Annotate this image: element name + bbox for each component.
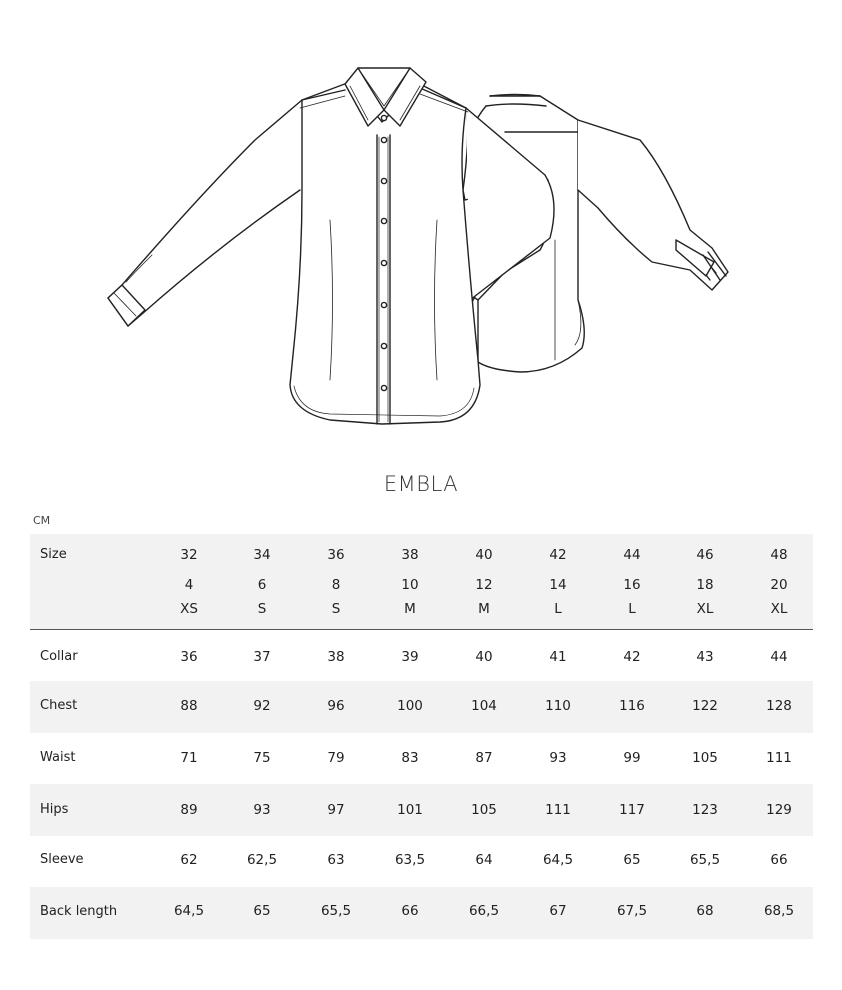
table-cell: 83 xyxy=(401,750,419,766)
table-cell: 65 xyxy=(623,852,641,868)
table-cell: 71 xyxy=(180,750,198,766)
row-label: Sleeve xyxy=(40,852,84,867)
table-cell: 62 xyxy=(180,852,198,868)
size-uk-cell: 10 xyxy=(401,577,419,593)
size-letter-cell: XL xyxy=(696,601,714,617)
table-cell: 100 xyxy=(397,698,423,714)
table-cell: 67,5 xyxy=(616,903,648,919)
table-cell: 104 xyxy=(471,698,497,714)
table-cell: 75 xyxy=(253,750,271,766)
table-cell: 66 xyxy=(770,852,788,868)
size-uk-cell: 18 xyxy=(696,577,714,593)
table-row-collar xyxy=(30,630,813,681)
table-cell: 63,5 xyxy=(394,852,426,868)
size-uk-cell: 8 xyxy=(331,577,341,593)
size-letter-cell: S xyxy=(257,601,267,617)
size-uk-cell: 4 xyxy=(184,577,194,593)
table-row-chest xyxy=(30,681,813,733)
table-row-waist xyxy=(30,733,813,784)
size-uk-cell: 14 xyxy=(549,577,567,593)
table-cell: 66 xyxy=(401,903,419,919)
table-cell: 96 xyxy=(327,698,345,714)
table-cell: 116 xyxy=(619,698,645,714)
size-uk-cell: 16 xyxy=(623,577,641,593)
size-eu-cell: 42 xyxy=(549,547,567,563)
table-cell: 111 xyxy=(766,750,792,766)
table-cell: 87 xyxy=(475,750,493,766)
table-cell: 64,5 xyxy=(173,903,205,919)
table-cell: 89 xyxy=(180,802,198,818)
table-cell: 92 xyxy=(253,698,271,714)
size-eu-cell: 32 xyxy=(180,547,198,563)
table-cell: 110 xyxy=(545,698,571,714)
product-title: EMBLA xyxy=(383,472,459,496)
size-header-label: Size xyxy=(40,547,67,562)
row-label: Hips xyxy=(40,802,69,817)
table-cell: 64 xyxy=(475,852,493,868)
table-cell: 111 xyxy=(545,802,571,818)
row-label: Chest xyxy=(40,698,78,713)
table-cell: 41 xyxy=(549,649,567,665)
size-chart-table xyxy=(30,534,813,939)
size-eu-cell: 34 xyxy=(253,547,271,563)
size-eu-cell: 46 xyxy=(696,547,714,563)
table-cell: 40 xyxy=(475,649,493,665)
table-cell: 36 xyxy=(180,649,198,665)
table-cell: 64,5 xyxy=(542,852,574,868)
size-eu-cell: 36 xyxy=(327,547,345,563)
table-cell: 39 xyxy=(401,649,419,665)
size-eu-cell: 38 xyxy=(401,547,419,563)
table-row-sleeve xyxy=(30,836,813,887)
row-label: Back length xyxy=(40,904,118,919)
size-letter-cell: S xyxy=(331,601,341,617)
table-cell: 99 xyxy=(623,750,641,766)
table-cell: 68,5 xyxy=(763,903,795,919)
shirt-illustration xyxy=(0,0,842,450)
size-header-row xyxy=(30,534,813,629)
size-eu-cell: 48 xyxy=(770,547,788,563)
size-letter-cell: XS xyxy=(180,601,198,617)
size-eu-cell: 40 xyxy=(475,547,493,563)
table-cell: 88 xyxy=(180,698,198,714)
table-cell: 68 xyxy=(696,903,714,919)
size-letter-cell: M xyxy=(404,601,416,617)
size-letter-cell: XL xyxy=(770,601,788,617)
size-uk-cell: 12 xyxy=(475,577,493,593)
table-cell: 65,5 xyxy=(320,903,352,919)
table-cell: 79 xyxy=(327,750,345,766)
table-cell: 37 xyxy=(253,649,271,665)
table-cell: 105 xyxy=(471,802,497,818)
table-row-hips xyxy=(30,784,813,836)
table-cell: 63 xyxy=(327,852,345,868)
size-letter-cell: L xyxy=(554,601,562,617)
table-cell: 93 xyxy=(549,750,567,766)
table-cell: 42 xyxy=(623,649,641,665)
table-cell: 123 xyxy=(692,802,718,818)
table-cell: 93 xyxy=(253,802,271,818)
size-letter-cell: L xyxy=(628,601,636,617)
row-label: Waist xyxy=(40,750,76,765)
size-uk-cell: 20 xyxy=(770,577,788,593)
table-cell: 128 xyxy=(766,698,792,714)
table-cell: 129 xyxy=(766,802,792,818)
table-cell: 117 xyxy=(619,802,645,818)
size-letter-cell: M xyxy=(478,601,490,617)
table-cell: 65,5 xyxy=(689,852,721,868)
table-cell: 66,5 xyxy=(468,903,500,919)
table-cell: 62,5 xyxy=(246,852,278,868)
table-cell: 43 xyxy=(696,649,714,665)
size-eu-cell: 44 xyxy=(623,547,641,563)
table-cell: 44 xyxy=(770,649,788,665)
table-cell: 65 xyxy=(253,903,271,919)
size-uk-cell: 6 xyxy=(257,577,267,593)
table-cell: 105 xyxy=(692,750,718,766)
table-cell: 67 xyxy=(549,903,567,919)
table-cell: 101 xyxy=(397,802,423,818)
shirt-front-view xyxy=(108,68,554,424)
table-cell: 38 xyxy=(327,649,345,665)
row-label: Collar xyxy=(40,649,78,664)
table-cell: 97 xyxy=(327,802,345,818)
table-cell: 122 xyxy=(692,698,718,714)
table-row-back-length xyxy=(30,887,813,939)
unit-label: CM xyxy=(33,514,51,527)
